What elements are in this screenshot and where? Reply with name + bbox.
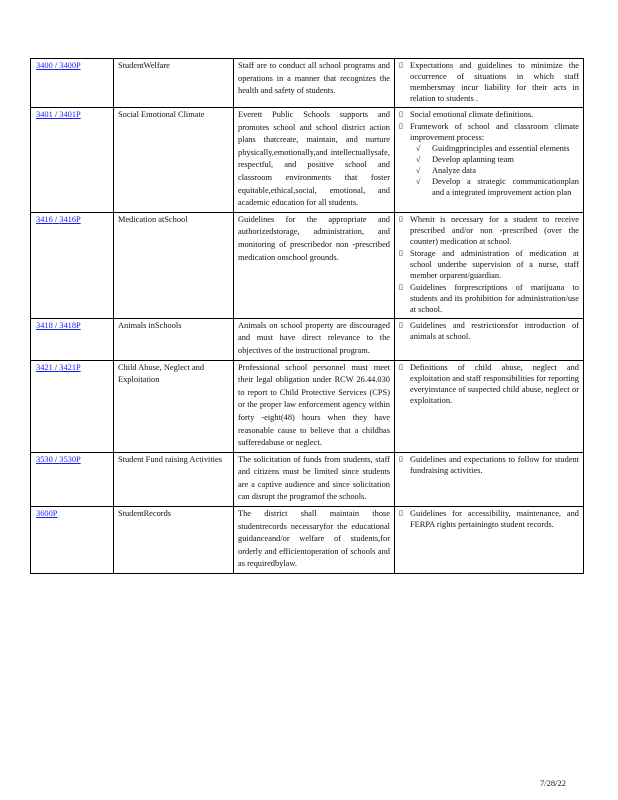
policy-description: Professional school personnel must meet their legal obligation under RCW 26.44.030 to report to Child Protective Services (CPS) or the proper law enforcement agency within forty -eight(48) hours when they have reasonable cause to believe that a childhas sufferedabuse or neglect. (234, 360, 395, 452)
policy-details-cell (395, 212, 584, 318)
policy-code-link[interactable] (36, 455, 81, 464)
policy-title: Medication atSchool (114, 212, 234, 318)
detail-text: Guidelines and expectations to follow for student fundraising activities. (410, 454, 579, 475)
footer-date: 7/28/22 (540, 778, 566, 788)
policy-title: Child Abuse, Neglect and Exploitation (114, 360, 234, 452)
policy-code-cell (31, 507, 114, 574)
table-row (31, 318, 584, 360)
code-separator: / (52, 61, 60, 70)
procedure-code[interactable]: 3401P (59, 110, 81, 119)
details-list (399, 109, 579, 198)
sub-item: √ Analyze data (414, 165, 579, 176)
sub-item: √ Develop aplanning team (414, 154, 579, 165)
policy-details-cell (395, 452, 584, 506)
detail-item (399, 248, 579, 281)
procedure-code[interactable]: 3418P (59, 320, 81, 330)
detail-item (399, 121, 579, 198)
detail-text: Social emotional climate definitions. (410, 110, 534, 119)
sub-list (414, 143, 579, 198)
detail-item (399, 362, 579, 406)
policy-title: Social Emotional Climate (114, 108, 234, 213)
policy-description: Staff are to conduct all school programs and operations in a manner that recognizes the health and safety of students. (234, 59, 395, 108)
detail-text: Definitions of child abuse, neglect and exploitation and staff responsibilities for reporting everyinstance of suspected child abuse, neglect or exploitation. (410, 362, 579, 405)
details-list (399, 320, 579, 342)
policy-code-cell (31, 59, 114, 108)
policy-code-cell (31, 452, 114, 506)
procedure-code[interactable]: 3530P (59, 454, 81, 464)
policy-rows (31, 59, 584, 574)
detail-text: Guidelines for accessibility, maintenance, and FERPA rights pertainingto student records. (410, 509, 579, 530)
detail-text: Guidelines forprescriptions of marijuana to students and its prohibition for administration/use at school. (410, 282, 579, 314)
policy-details-cell (395, 360, 584, 452)
policy-code-cell (31, 212, 114, 318)
policy-code[interactable]: 3600P (36, 509, 58, 519)
policy-title: StudentWelfare (114, 59, 234, 108)
policy-code-link[interactable] (36, 509, 57, 518)
policy-details-cell (395, 59, 584, 108)
policy-description: Everett Public Schools supports and promotes school and school district action plans thatcreate, maintain, and nurture physically,emotionally,and intellectuallysafe, respectful, and positive school and classroom environments that foster equitable,ethical,social, emotional, and academic education for all students. (234, 108, 395, 213)
table-row (31, 507, 584, 574)
table-row (31, 212, 584, 318)
policy-description: The district shall maintain those studentrecords necessaryfor the educational guidanceand/or welfare of students,for orderly and efficientoperation of schools and as requiredbylaw. (234, 507, 395, 574)
policy-title: Animals inSchools (114, 318, 234, 360)
policy-description: Guidelines for the appropriate and authorizedstorage, administration, and monitoring of prescribedor non -prescribed medication onschool grounds. (234, 212, 395, 318)
policy-details-cell (395, 318, 584, 360)
policy-title: StudentRecords (114, 507, 234, 574)
details-list (399, 362, 579, 406)
table-row (31, 360, 584, 452)
policy-code-link[interactable] (36, 215, 81, 224)
detail-item (399, 320, 579, 342)
policy-description: Animals on school property are discouraged and must have direct relevance to the objectives of the instructional program. (234, 318, 395, 360)
policy-code[interactable]: 3530 (36, 454, 53, 464)
policy-code[interactable]: 3421 (36, 362, 53, 372)
procedure-code[interactable]: 3421P (59, 362, 81, 372)
detail-item (399, 508, 579, 530)
detail-item (399, 214, 579, 247)
policy-code[interactable]: 3418 (36, 320, 53, 330)
policy-document (30, 58, 578, 574)
policy-code-link[interactable] (36, 321, 81, 330)
policy-code[interactable]: 3400 (36, 61, 53, 70)
details-list (399, 60, 579, 104)
procedure-code[interactable]: 3400P (59, 61, 81, 70)
details-list (399, 508, 579, 530)
detail-text: Framework of school and classroom climate improvement process: (410, 122, 579, 142)
policy-code[interactable]: 3416 (36, 214, 53, 224)
policy-code-link[interactable] (36, 61, 81, 70)
code-separator: / (52, 362, 60, 372)
code-separator: / (52, 110, 60, 119)
details-list (399, 454, 579, 476)
table-row (31, 59, 584, 108)
detail-text: Storage and administration of medication at school underthe supervision of a nurse, staff member orparent/guardian. (410, 248, 579, 280)
detail-item (399, 454, 579, 476)
code-separator: / (52, 454, 60, 464)
table-row (31, 108, 584, 213)
sub-item: √ Guidingprinciples and essential elements (414, 143, 579, 154)
code-separator: / (52, 214, 60, 224)
policy-code-link[interactable] (36, 363, 81, 372)
detail-text: Whenit is necessary for a student to receive prescribed and/or non -prescribed (over the counter) medication at school. (410, 214, 579, 246)
policy-description: The solicitation of funds from students, staff and citizens must be limited since students are a captive audience and since solicitation can disrupt the programof the schools. (234, 452, 395, 506)
policy-code-link[interactable] (36, 110, 81, 119)
policy-code-cell (31, 318, 114, 360)
policy-details-cell (395, 108, 584, 213)
detail-item (399, 60, 579, 104)
details-list (399, 214, 579, 315)
detail-item (399, 282, 579, 315)
sub-item: √ Develop a strategic communicationplan and a integrated improvement action plan (414, 176, 579, 198)
detail-text: Guidelines and restrictionsfor introduction of animals at school. (410, 320, 579, 341)
table-row (31, 452, 584, 506)
policy-code[interactable]: 3401 (36, 110, 53, 119)
detail-item (399, 109, 579, 120)
procedure-code[interactable]: 3416P (59, 214, 81, 224)
code-separator: / (52, 320, 60, 330)
policy-details-cell (395, 507, 584, 574)
detail-text: Expectations and guidelines to minimize the occurrence of situations in which staff membersmay incur liability for their acts in relation to students . (410, 61, 579, 103)
policy-code-cell (31, 108, 114, 213)
policy-code-cell (31, 360, 114, 452)
policy-title: Student Fund raising Activities (114, 452, 234, 506)
policy-table (30, 58, 584, 574)
